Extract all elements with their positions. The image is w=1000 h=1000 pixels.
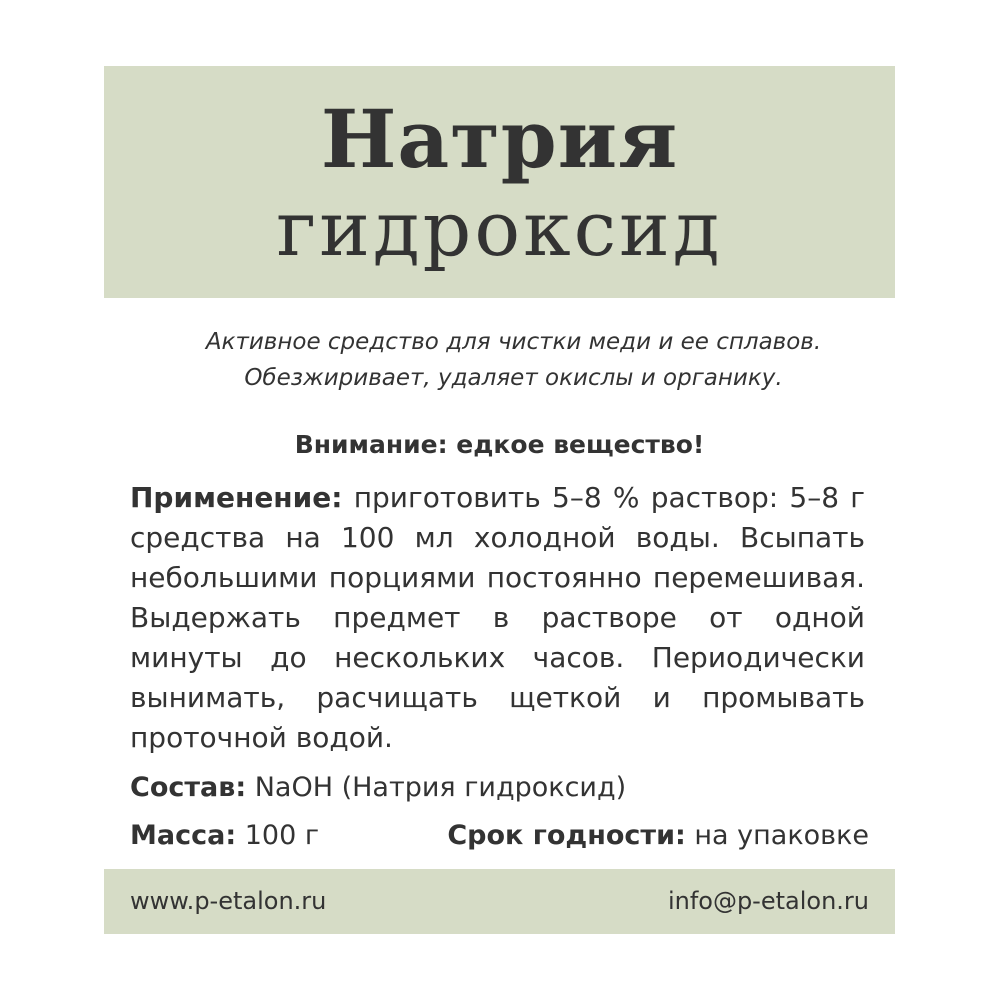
usage-paragraph xyxy=(130,478,865,758)
website-link[interactable]: www.p-etalon.ru xyxy=(130,887,327,915)
mass-value: 100 г xyxy=(244,820,320,851)
email-link[interactable]: info@p-etalon.ru xyxy=(667,887,869,915)
usage-text: приготовить 5–8 % раствор: 5–8 г средства на 100 мл холодной воды. Всыпать небольшими порциями постоянно перемешивая. Выдержать предмет в растворе от одной минуты до нескольких часов. Периодически вынимать, расчищать щеткой и промывать проточной водой. xyxy=(130,481,865,754)
title-band xyxy=(104,66,895,298)
intro-line2: Обезжиривает, удаляет окислы и органику. xyxy=(244,365,783,391)
warning-text: Внимание: едкое вещество! xyxy=(294,430,705,459)
shelf-life-heading: Срок годности: xyxy=(447,820,686,851)
product-title-line1: Натрия xyxy=(320,92,679,186)
composition-heading: Состав: xyxy=(130,772,247,803)
shelf-life-value: на упаковке xyxy=(694,820,869,851)
composition-value: NaOH (Натрия гидроксид) xyxy=(254,772,627,803)
product-label xyxy=(104,66,895,934)
product-title-line2: гидроксид xyxy=(276,184,723,273)
mass-heading: Масса: xyxy=(130,820,237,851)
usage-heading: Применение: xyxy=(130,481,343,514)
intro-text xyxy=(104,324,895,396)
shelf-life-row xyxy=(447,818,869,854)
composition-row xyxy=(130,770,870,806)
footer-band xyxy=(104,869,895,934)
intro-line1: Активное средство для чистки меди и ее сплавов. xyxy=(205,329,822,355)
